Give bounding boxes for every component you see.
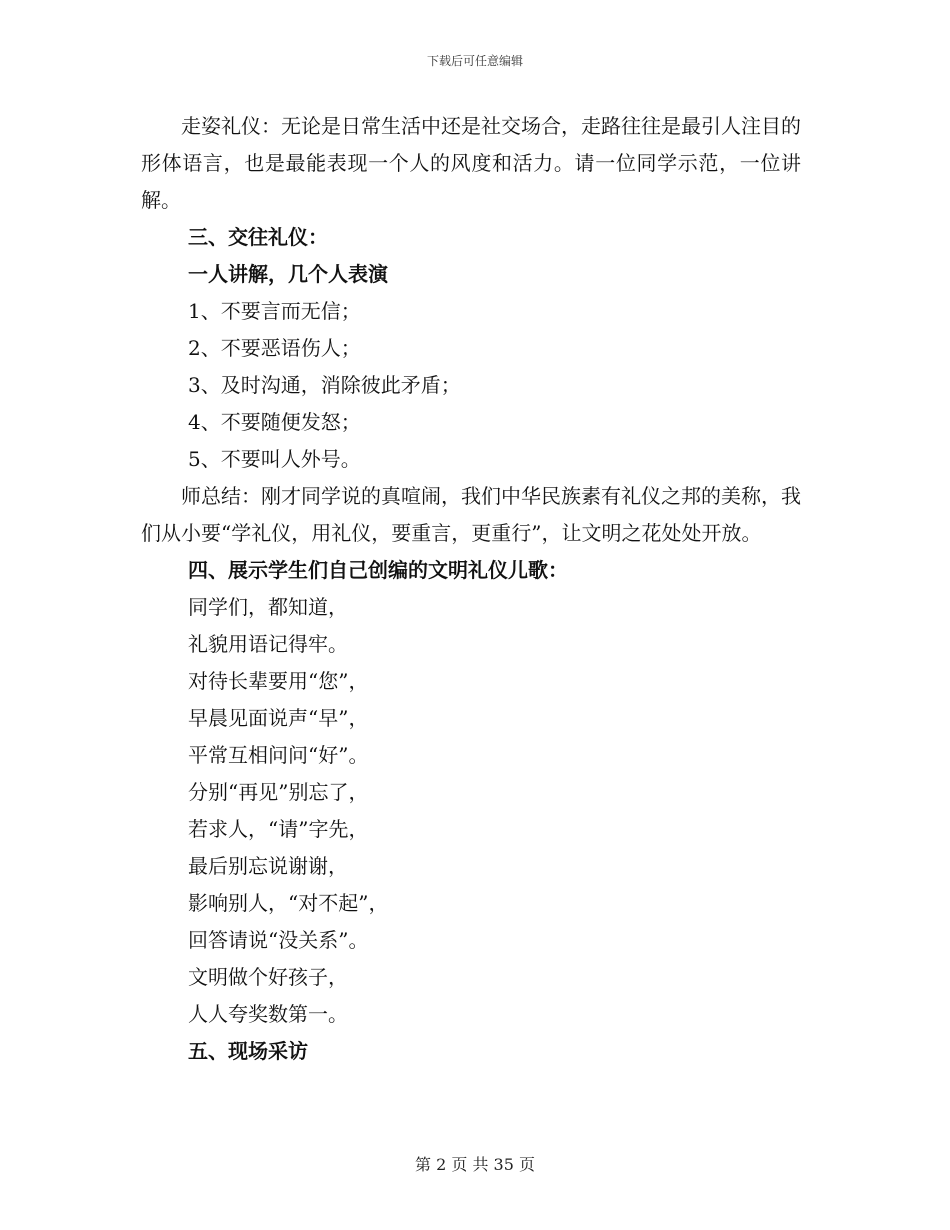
song-line: 礼貌用语记得牢。 bbox=[188, 632, 348, 656]
song-line: 文明做个好孩子， bbox=[188, 965, 348, 989]
song-line: 分别“再见”别忘了， bbox=[188, 780, 369, 804]
list-item-rule: 3、及时沟通，消除彼此矛盾； bbox=[188, 373, 461, 397]
heading-section-three-sub: 一人讲解，几个人表演 bbox=[188, 262, 388, 286]
list-item-rule: 4、不要随便发怒； bbox=[188, 410, 361, 434]
paragraph-walking-etiquette: 走姿礼仪：无论是日常生活中还是社交场合，走路往往是最引人注目的形体语言，也是最能表现一个人的风度和活力。请一位同学示范，一位讲解。 bbox=[141, 114, 801, 212]
page-content bbox=[141, 108, 801, 1070]
song-line: 对待长辈要用“您”， bbox=[188, 669, 369, 693]
song-line: 若求人，“请”字先， bbox=[188, 817, 369, 841]
song-line: 平常互相问问“好”。 bbox=[188, 743, 369, 767]
heading-section-five: 五、现场采访 bbox=[188, 1039, 308, 1063]
song-line: 最后别忘说谢谢， bbox=[188, 854, 348, 878]
list-item-rule: 5、不要叫人外号。 bbox=[188, 447, 361, 471]
heading-section-four: 四、展示学生们自己创编的文明礼仪儿歌： bbox=[188, 558, 568, 582]
song-line: 同学们，都知道， bbox=[188, 595, 348, 619]
header-note: 下载后可任意编辑 bbox=[426, 54, 523, 68]
heading-section-three: 三、交往礼仪： bbox=[188, 225, 328, 249]
song-line: 早晨见面说声“早”， bbox=[188, 706, 369, 730]
song-line: 影响别人，“对不起”， bbox=[188, 891, 389, 915]
list-item-rule: 2、不要恶语伤人； bbox=[188, 336, 361, 360]
page-number-footer: 第 2 页 共 35 页 bbox=[415, 1155, 535, 1174]
song-line: 回答请说“没关系”。 bbox=[188, 928, 369, 952]
paragraph-teacher-summary: 师总结：刚才同学说的真喧闹，我们中华民族素有礼仪之邦的美称，我们从小要“学礼仪，用礼仪，要重言，更重行”，让文明之花处处开放。 bbox=[141, 484, 801, 545]
song-line: 人人夸奖数第一。 bbox=[188, 1002, 348, 1026]
list-item-rule: 1、不要言而无信； bbox=[188, 299, 361, 323]
